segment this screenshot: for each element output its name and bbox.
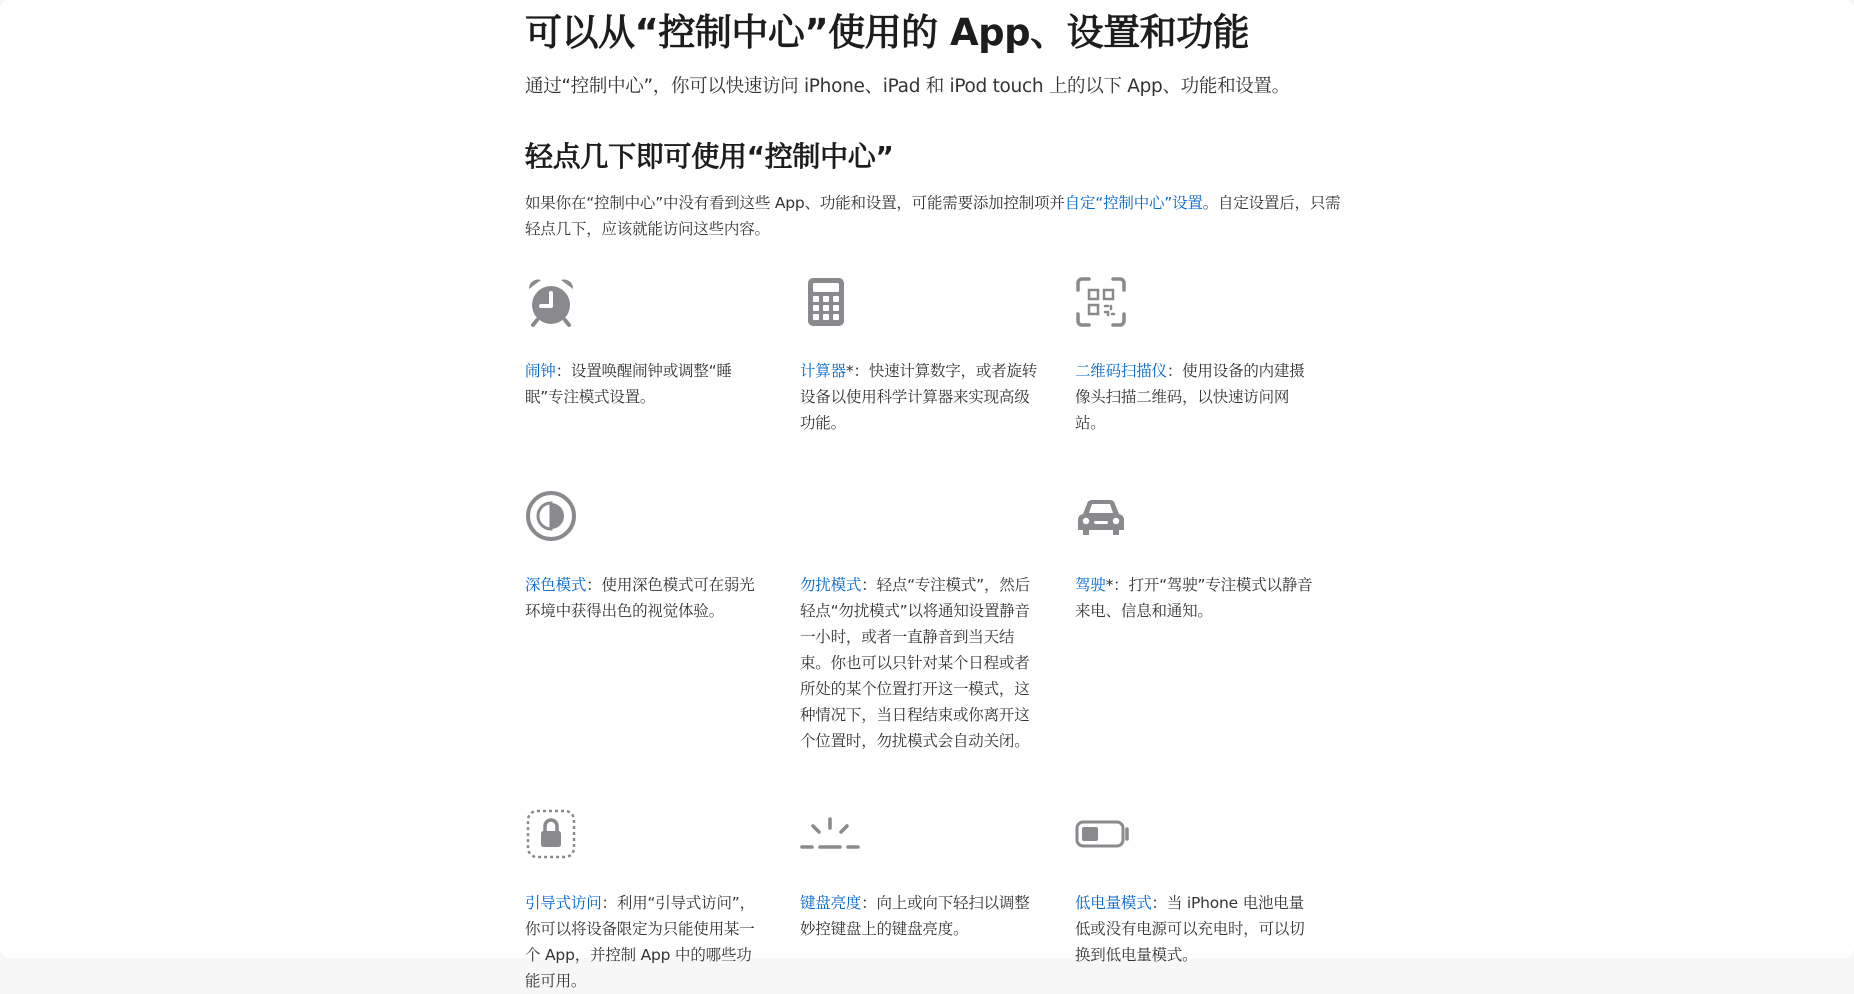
feature-separator: *： — [1105, 576, 1129, 594]
feature-text: 使用深色模式可在弱光环境中获得出色的视觉体验。 — [525, 576, 755, 620]
feature-description — [800, 890, 1040, 942]
section-text-after: 。自定设置后，只需轻点几下，应该就能访问这些内容。 — [525, 194, 1341, 238]
feature-link-qr-scanner[interactable]: 二维码扫描仪 — [1075, 362, 1167, 380]
feature-link-do-not-disturb[interactable]: 勿扰模式 — [800, 576, 862, 594]
feature-description — [1075, 890, 1315, 968]
section-text-before: 如果你在“控制中心”中没有看到这些 App、功能和设置，可能需要添加控制项并 — [525, 194, 1065, 212]
feature-link-driving[interactable]: 驾驶 — [1075, 576, 1106, 594]
section-paragraph — [525, 190, 1355, 242]
feature-separator: ： — [861, 894, 877, 912]
customize-control-center-link[interactable]: 自定“控制中心”设置 — [1064, 194, 1203, 212]
feature-description — [800, 572, 1040, 754]
calculator-icon — [800, 276, 852, 328]
feature-separator: ： — [861, 576, 877, 594]
qr-code-scanner-icon — [1075, 276, 1127, 328]
feature-text: 向上或向下轻扫以调整妙控键盘上的键盘亮度。 — [800, 894, 1030, 938]
dark-mode-icon — [525, 490, 577, 542]
feature-link-alarm[interactable]: 闹钟 — [525, 362, 556, 380]
feature-link-guided-access[interactable]: 引导式访问 — [525, 894, 602, 912]
feature-link-keyboard-brightness[interactable]: 键盘亮度 — [800, 894, 862, 912]
guided-access-lock-icon — [525, 808, 577, 860]
feature-separator: ： — [586, 576, 602, 594]
feature-separator: ： — [1151, 894, 1167, 912]
feature-description — [525, 358, 765, 410]
page-title: 可以从“控制中心”使用的 App、设置和功能 — [525, 11, 1250, 54]
feature-separator: ： — [601, 894, 617, 912]
feature-text: 使用设备的内建摄像头扫描二维码，以快速访问网站。 — [1075, 362, 1305, 432]
feature-description — [800, 358, 1040, 436]
feature-description — [525, 890, 765, 994]
feature-description — [1075, 572, 1315, 624]
feature-link-calculator[interactable]: 计算器 — [800, 362, 846, 380]
alarm-clock-icon — [525, 276, 577, 328]
feature-separator: ： — [555, 362, 571, 380]
feature-text: 当 iPhone 电池电量低或没有电源可以充电时，可以切换到低电量模式。 — [1075, 894, 1305, 964]
feature-separator: ： — [1166, 362, 1183, 380]
feature-separator: *： — [845, 362, 869, 380]
feature-link-dark-mode[interactable]: 深色模式 — [525, 576, 587, 594]
feature-text: 轻点“专注模式”，然后轻点“勿扰模式”以将通知设置静音一小时，或者一直静音到当天结束。你也可以只针对某个日程或者所处的某个位置打开这一模式，这种情况下，当日程结束或你离开这个位置时，勿扰模式会自动关闭。 — [800, 576, 1030, 750]
feature-text: 利用“引导式访问”，你可以将设备限定为只能使用某一个 App，并控制 App 中的哪些功能可用。 — [525, 894, 755, 990]
feature-text: 打开“驾驶”专注模式以静音来电、信息和通知。 — [1075, 576, 1313, 620]
feature-description — [525, 572, 765, 624]
moon-icon — [800, 490, 852, 542]
low-battery-icon — [1075, 808, 1127, 860]
feature-description — [1075, 358, 1315, 436]
intro-text: 通过“控制中心”，你可以快速访问 iPhone、iPad 和 iPod touch 上的以下 App、功能和设置。 — [525, 76, 1290, 97]
feature-text: 快速计算数字，或者旋转设备以使用科学计算器来实现高级功能。 — [800, 362, 1038, 432]
feature-text: 设置唤醒闹钟或调整“睡眠”专注模式设置。 — [525, 362, 732, 406]
feature-link-low-power[interactable]: 低电量模式 — [1075, 894, 1152, 912]
keyboard-brightness-icon — [800, 808, 852, 860]
car-icon — [1075, 490, 1127, 542]
section-heading: 轻点几下即可使用“控制中心” — [525, 140, 894, 173]
